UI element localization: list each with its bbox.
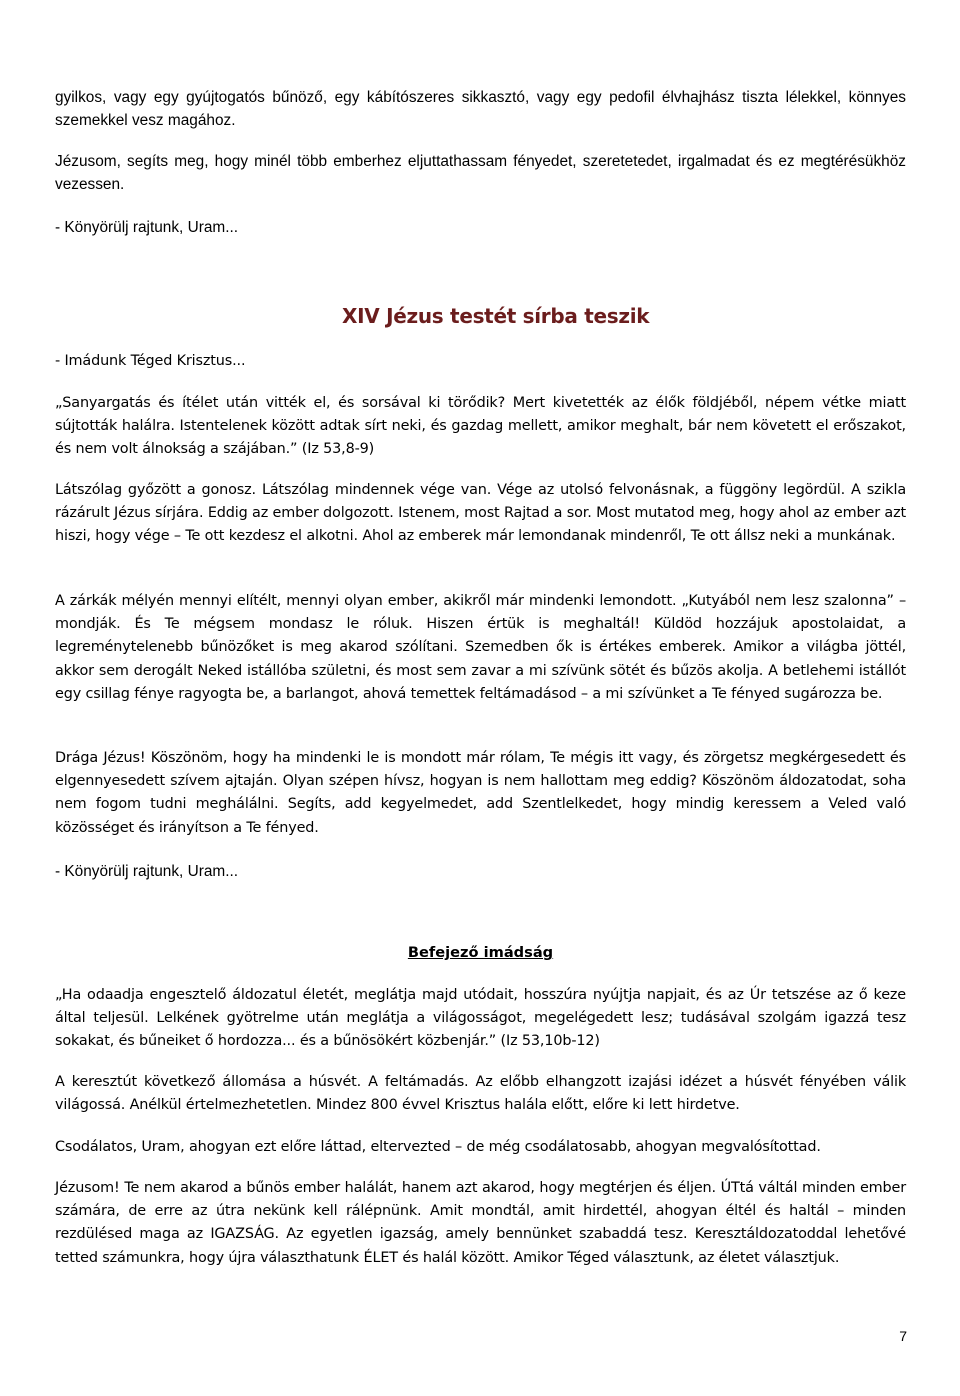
paragraph: - Imádunk Téged Krisztus... — [55, 353, 246, 369]
paragraph: - Könyörülj rajtunk, Uram... — [55, 863, 239, 880]
paragraph: - Könyörülj rajtunk, Uram... — [55, 219, 239, 236]
paragraph: A keresztút következő állomása a húsvét. A feltámadás. Az előbb elhangzott izajási idézet a húsvét fényében válik világossá. Anélkül értelmezhetetlen. Mindez 800 évvel Krisztus halála előtt, előre ki lett hirdetve. — [55, 1074, 906, 1114]
paragraph: Csodálatos, Uram, ahogyan ezt előre láttad, eltervezted – de még csodálatosabb, ahogyan megvalósítottad. — [55, 1139, 821, 1155]
paragraph: Drága Jézus! Köszönöm, hogy ha mindenki le is mondott már rólam, Te mégis itt vagy, és zörgetsz megkérgesedett és elgennyesedett szívem ajtaján. Olyan szépen hívsz, hogyan is nem hallottam meg eddig? Köszönöm áldozatodat, soha nem fogom tudni meghálálni. Segíts, add kegyelmedet, add Szentlelkedet, hogy mindig keressem a Veled való közösséget és irányítson a Te fényed. — [55, 750, 906, 836]
paragraph: gyilkos, vagy egy gyújtogatós bűnöző, egy kábítószeres sikkasztó, vagy egy pedofil élvhajhász tiszta lélekkel, könnyes szemekkel vesz magához. — [55, 89, 906, 130]
section-heading: Befejező imádság — [407, 944, 554, 961]
page-number: 7 — [899, 1328, 907, 1344]
paragraph: A zárkák mélyén mennyi elítélt, mennyi olyan ember, akikről már mindenki lemondott. „Kutyából nem lesz szalonna” – mondják. És Te mégsem mondasz le róluk. Hiszen értük is meghaltál! Küldöd hozzájuk apostolaidat, a legreménytelenebb bűnözőket is meg akarod szólítani. Szemedben ők is értékes emberek. Amikor a világba jöttél, akkor sem derogált Neked istállóba születni, és most sem zavar a mi szívünk sötét és bűzös akolja. A betlehemi istállót egy csillag fénye ragyogta be, a barlangot, ahová temettek feltámadásod – a mi szívünket a Te fényed sugározza be. — [55, 593, 906, 702]
scripture-quote: „Sanyargatás és ítélet után vitték el, és sorsával ki törődik? Mert kivetették az élők földjéből, népem vétke miatt sújtották halálra. Istentelenek között adtak sírt neki, és gazdag mellett, amikor meghalt, bár nem követett el erőszakot, és nem volt álnokság a szájában.” (Iz 53,8-9) — [55, 395, 906, 458]
scripture-quote: „Ha odaadja engesztelő áldozatul életét, meglátja majd utódait, hosszúra nyújtja napjait, és az Úr tetszése az ő keze által teljesül. Lelkének gyötrelme után meglátja a világosságot, megelégedett lesz; tudásával szolgám igazzá tesz sokakat, és bűneiket ő hordozza... és a bűnösökért közbenjár.” (Iz 53,10b-12) — [55, 987, 906, 1050]
paragraph: Látszólag győzött a gonosz. Látszólag mindennek vége van. Vége az utolsó felvonásnak, a függöny legördül. A szikla rázárult Jézus sírjára. Eddig az ember dolgozott. Istenem, most Rajtad a sor. Most mutatod meg, hogy ahol az ember azt hiszi, hogy vége – Te ott kezdesz el alkotni. Ahol az emberek már lemondanak mindenről, Te ott állsz neki a munkának. — [55, 482, 906, 545]
paragraph: Jézusom, segíts meg, hogy minél több emberhez eljuttathassam fényedet, szeretetedet, irgalmadat és ez megtérésükhöz vezessen. — [55, 153, 906, 194]
paragraph: Jézusom! Te nem akarod a bűnös ember halálát, hanem azt akarod, hogy megtérjen és éljen. ÚTtá váltál minden ember számára, de erre az útra nekünk kell rálépnünk. Amit mondtál, amit hirdettél, ahogyan éltél és haltál – minden rezdülésed maga az IGAZSÁG. Az egyetlen igazság, amely bennünket szabaddá tesz. Keresztáldozatoddal lehetővé tetted számunkra, hogy újra választhatunk ÉLET és halál között. Amikor Téged választunk, az életet választjuk. — [55, 1180, 906, 1266]
station-title: XIV Jézus testét sírba teszik — [342, 304, 650, 328]
